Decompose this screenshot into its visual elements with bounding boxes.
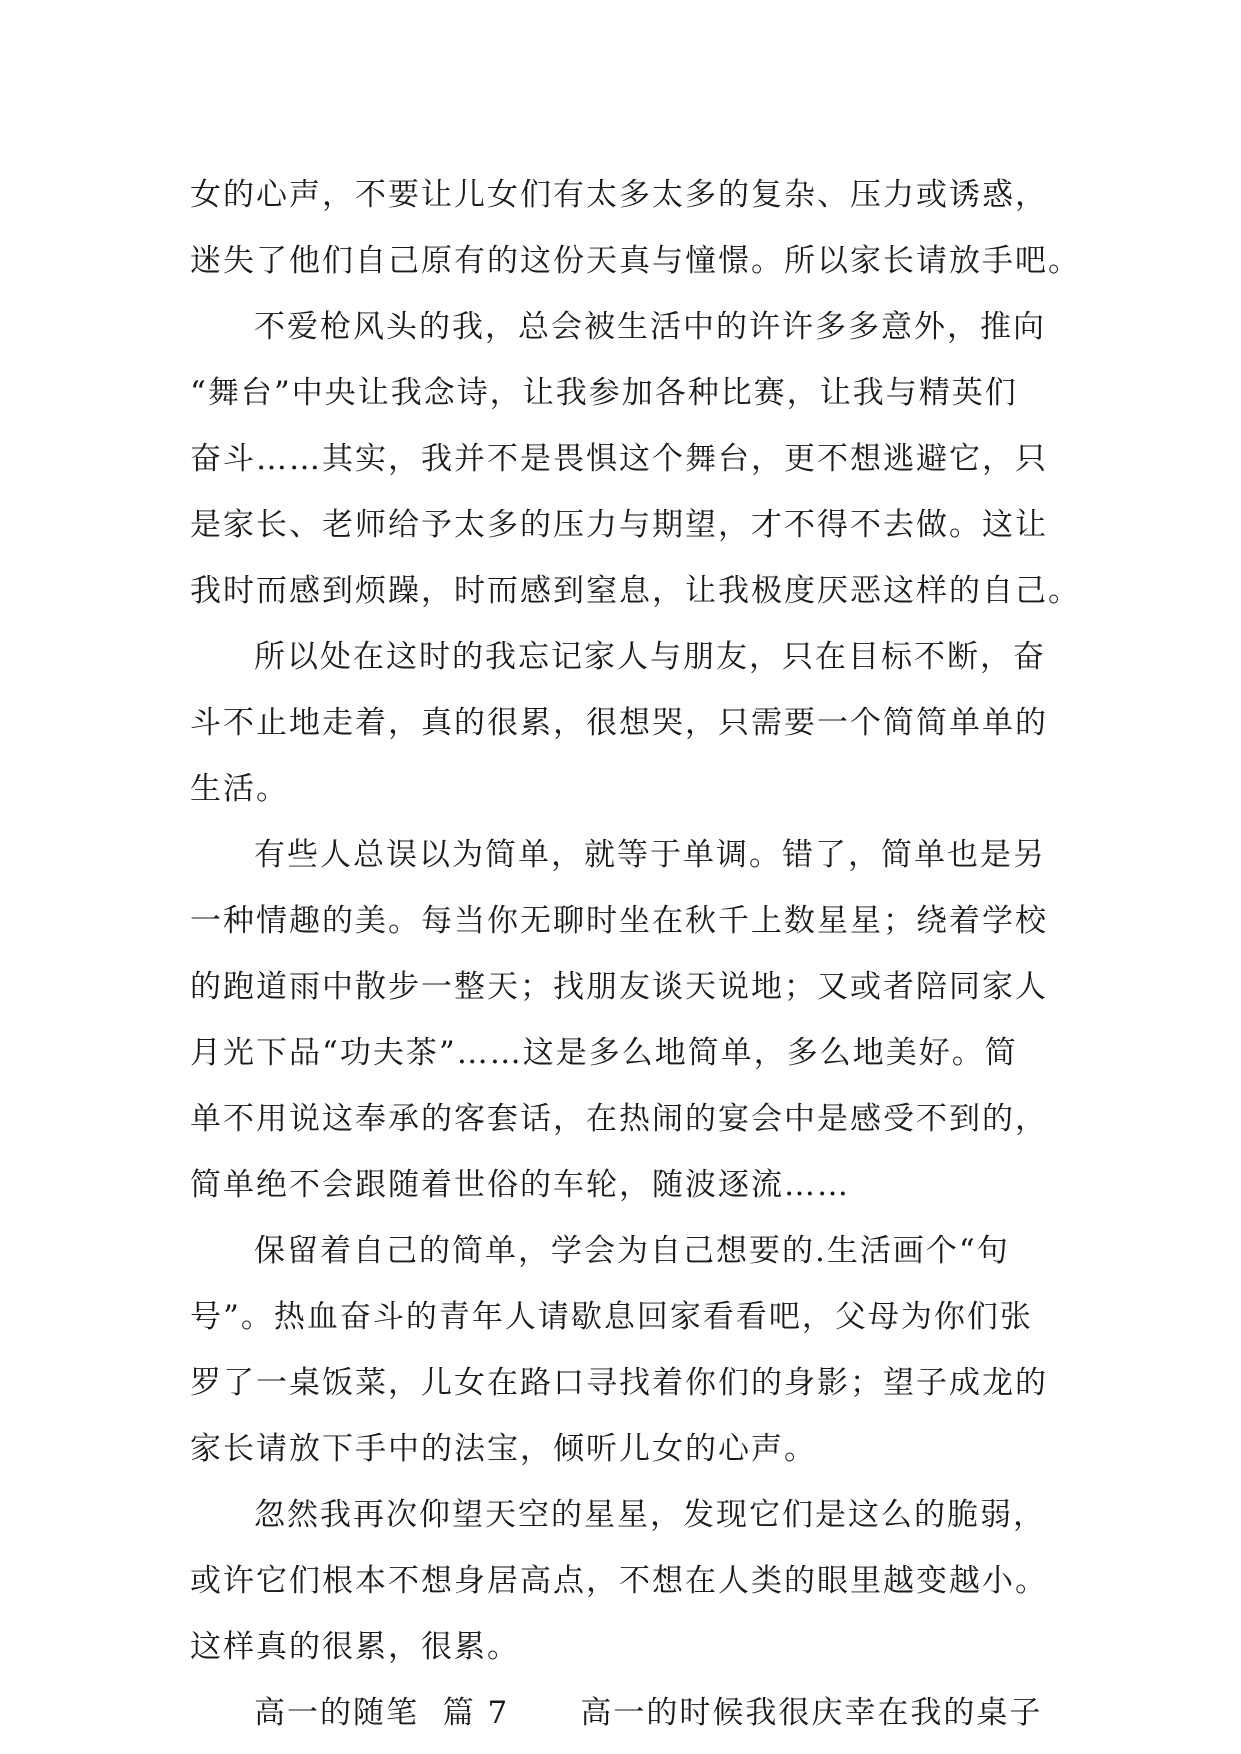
- text-line: 一种情趣的美。每当你无聊时坐在秋千上数星星；绕着学校: [190, 903, 1048, 939]
- text-line: 号”。热血奋斗的青年人请歇息回家看看吧，父母为你们张: [190, 1299, 1033, 1335]
- text-line: 奋斗……其实，我并不是畏惧这个舞台，更不想逃避它，只: [190, 441, 1048, 477]
- text-line: “舞台”中央让我念诗，让我参加各种比赛，让我与精英们: [190, 375, 1018, 411]
- text-line: 家长请放下手中的法宝，倾听儿女的心声。: [190, 1431, 817, 1467]
- text-line: 的跑道雨中散步一整天；找朋友谈天说地；又或者陪同家人: [190, 969, 1048, 1005]
- text-line: 迷失了他们自己原有的这份天真与憧憬。所以家长请放手吧。: [190, 243, 1081, 279]
- text-line: 高一的随笔 篇 7 高一的时候我很庆幸在我的桌子: [254, 1695, 1043, 1731]
- text-line: 女的心声，不要让儿女们有太多太多的复杂、压力或诱惑，: [190, 177, 1048, 213]
- text-line: 简单绝不会跟随着世俗的车轮，随波逐流……: [190, 1167, 850, 1203]
- text-line: 不爱枪风头的我，总会被生活中的许许多多意外，推向: [254, 309, 1046, 345]
- text-line: 单不用说这奉承的客套话，在热闹的宴会中是感受不到的，: [190, 1101, 1048, 1137]
- text-line: 是家长、老师给予太多的压力与期望，才不得不去做。这让: [190, 507, 1048, 543]
- text-line: 所以处在这时的我忘记家人与朋友，只在目标不断，奋: [254, 639, 1046, 675]
- text-line: 斗不止地走着，真的很累，很想哭，只需要一个简简单单的: [190, 705, 1048, 741]
- text-line: 有些人总误以为简单，就等于单调。错了，简单也是另: [254, 837, 1046, 873]
- text-line: 月光下品“功夫茶”……这是多么地简单，多么地美好。简: [190, 1035, 1018, 1071]
- text-line: 或许它们根本不想身居高点，不想在人类的眼里越变越小。: [190, 1563, 1048, 1599]
- text-line: 这样真的很累，很累。: [190, 1629, 520, 1665]
- document-body: [190, 162, 1090, 1746]
- text-line: 我时而感到烦躁，时而感到窒息，让我极度厌恶这样的自己。: [190, 573, 1081, 609]
- text-line: 忽然我再次仰望天空的星星，发现它们是这么的脆弱，: [254, 1497, 1046, 1533]
- text-line: 保留着自己的简单，学会为自己想要的.生活画个“句: [254, 1233, 1010, 1269]
- text-line: 罗了一桌饭菜，儿女在路口寻找着你们的身影；望子成龙的: [190, 1365, 1048, 1401]
- text-line: 生活。: [190, 771, 289, 807]
